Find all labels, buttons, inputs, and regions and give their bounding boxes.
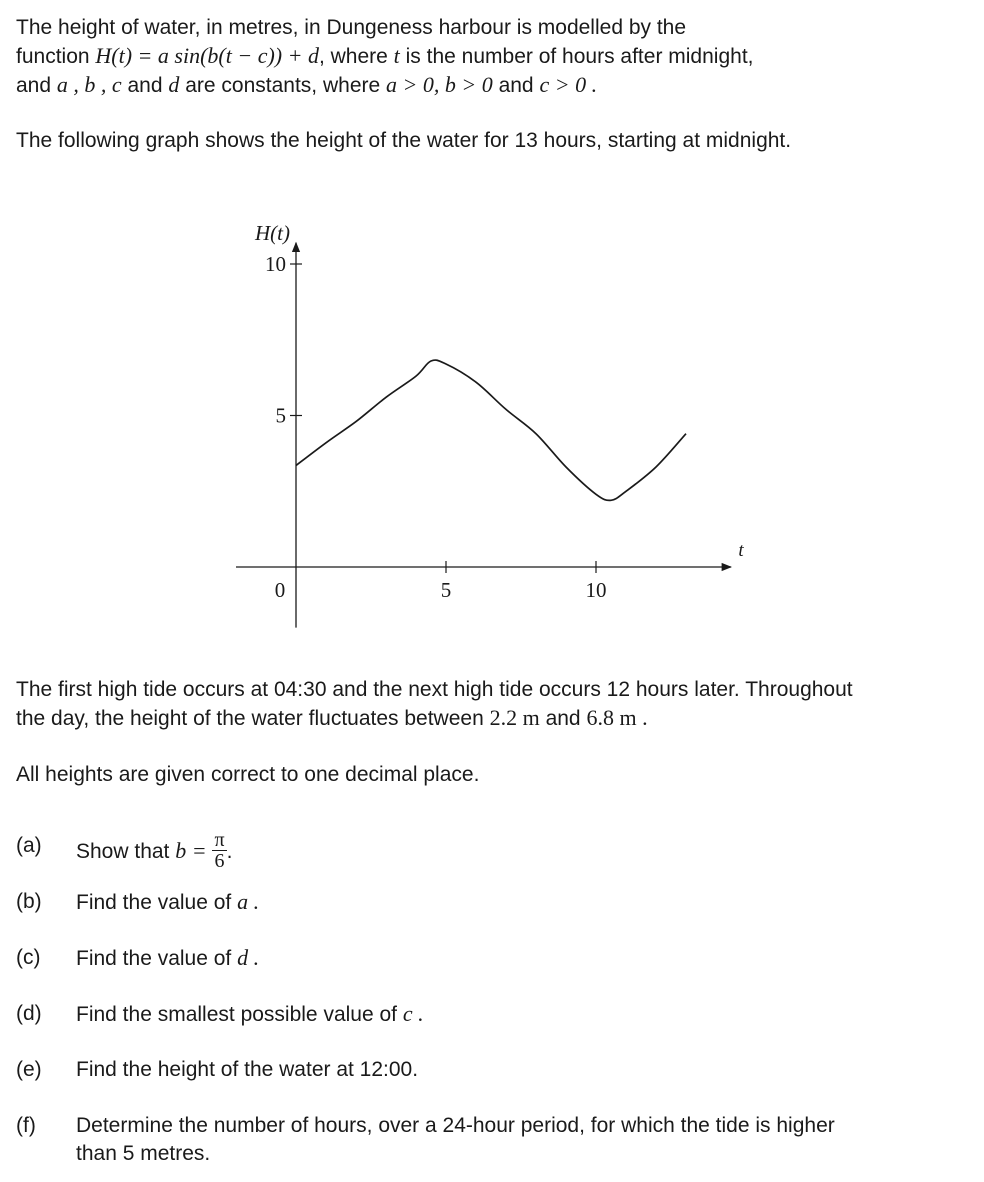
model-formula: H(t) = a sin(b(t − c)) + d — [95, 43, 319, 68]
question-text: Show that — [76, 840, 170, 864]
question-text: Find the smallest possible value of — [76, 1003, 397, 1026]
tide-info-line-2 — [16, 704, 966, 733]
question-text: Find the height of the water at 12:00. — [76, 1058, 419, 1081]
x-tick-label: 10 — [585, 578, 607, 602]
precision-note: All heights are given correct to one decimal place. — [16, 763, 480, 786]
constants-list: a , b , c — [56, 72, 122, 97]
x-axis-label: t — [738, 540, 744, 561]
question-label: (a) — [16, 834, 42, 857]
fraction-denominator: 6 — [214, 850, 225, 872]
intro-text: function — [16, 45, 90, 68]
y-axis-label: H(t) — [255, 220, 290, 245]
question-math: b = — [175, 838, 207, 864]
origin-label: 0 — [274, 578, 286, 602]
question-label: (c) — [16, 946, 41, 969]
variable-t: t — [393, 43, 400, 68]
tide-text: the day, the height of the water fluctuates between — [16, 707, 484, 730]
fraction-numerator: π — [214, 829, 225, 851]
question-text: Find the value of — [76, 947, 232, 970]
intro-text: is the number of hours after midnight, — [405, 45, 754, 68]
tide-info-line-1: The first high tide occurs at 04:30 and the next high tide occurs 12 hours later. Throughout — [16, 678, 853, 701]
high-height: 6.8 m . — [586, 705, 648, 730]
intro-text: , where — [318, 45, 388, 68]
pi-over-6-fraction — [212, 830, 226, 871]
variable-d: d — [168, 72, 180, 97]
question-text: Find the value of — [76, 891, 232, 914]
intro-text: and — [16, 74, 52, 97]
question-text-line-2: than 5 metres. — [76, 1142, 211, 1165]
intro-line-1: The height of water, in metres, in Dungeness harbour is modelled by the — [16, 16, 687, 39]
graph-description: The following graph shows the height of the water for 13 hours, starting at midnight. — [16, 129, 792, 152]
tide-text: and — [545, 707, 581, 730]
x-tick-label: 5 — [440, 578, 452, 602]
question-var: d . — [237, 945, 260, 970]
question-label: (d) — [16, 1002, 42, 1025]
question-var: a . — [237, 889, 260, 914]
question-label: (f) — [16, 1114, 36, 1137]
tide-curve — [296, 360, 686, 500]
question-text-line-1: Determine the number of hours, over a 24-hour period, for which the tide is higher — [76, 1114, 835, 1137]
question-var: c . — [402, 1001, 424, 1026]
low-height: 2.2 m — [489, 705, 540, 730]
question-label: (b) — [16, 890, 42, 913]
constant-conditions: a > 0, b > 0 — [386, 72, 493, 97]
question-end: . — [226, 840, 233, 864]
condition-c: c > 0 . — [539, 72, 598, 97]
tide-info-paragraph — [16, 676, 966, 733]
y-tick-label: 10 — [265, 252, 286, 276]
intro-text: and — [127, 74, 163, 97]
question-label: (e) — [16, 1058, 42, 1081]
y-tick-label: 5 — [275, 403, 286, 428]
intro-text: are constants, where — [185, 74, 381, 97]
intro-text: and — [498, 74, 534, 97]
